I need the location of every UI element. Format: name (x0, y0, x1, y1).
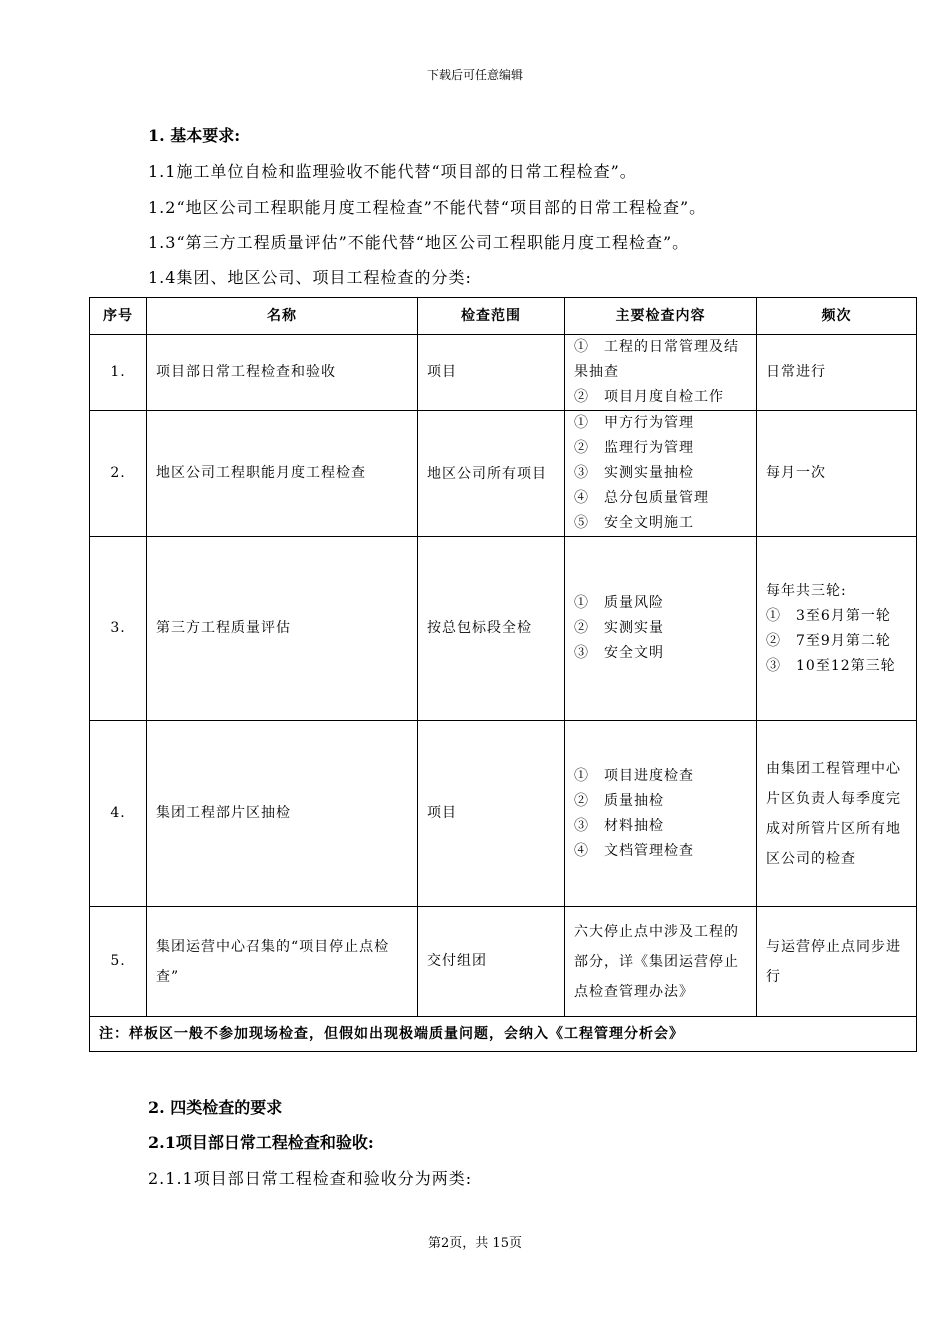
row-no: 4. (90, 721, 147, 907)
row-name: 项目部日常工程检查和验收 (147, 335, 418, 411)
page-footer: 第2页，共 15页 (428, 1236, 522, 1251)
table-note-row (90, 1017, 917, 1052)
row-name: 第三方工程质量评估 (147, 537, 418, 721)
content-item: ① 甲方行为管理 (574, 415, 694, 431)
row-content: 六大停止点中涉及工程的部分，详《集团运营停止点检查管理办法》 (565, 907, 757, 1017)
header-name: 名称 (147, 298, 418, 335)
paragraph-1-2: 1.2“地区公司工程职能月度工程检查”不能代替“项目部的日常工程检查”。 (148, 198, 707, 217)
content-item: ① 质量风险 (574, 595, 664, 611)
paragraph-1-3: 1.3“第三方工程质量评估”不能代替“地区公司工程职能月度工程检查”。 (148, 233, 690, 252)
content-item: ① 工程的日常管理及结果抽查 (574, 339, 739, 380)
content-item: ④ 文档管理检查 (574, 842, 694, 859)
content-item: ③ 安全文明 (574, 645, 664, 661)
row-frequency (757, 537, 917, 721)
frequency-item: 每年共三轮: (766, 582, 847, 599)
header-frequency: 频次 (757, 298, 917, 335)
page-header: 下载后可任意编辑 (426, 68, 523, 82)
row-no: 3. (90, 537, 147, 721)
section-2-1-heading: 2.1项目部日常工程检查和验收: (148, 1133, 374, 1152)
table-row (90, 537, 917, 721)
row-no: 2. (90, 411, 147, 537)
section-2-heading: 2. 四类检查的要求 (148, 1098, 283, 1117)
row-frequency: 每月一次 (757, 411, 917, 537)
table-header-row (90, 298, 917, 335)
paragraph-1-4: 1.4集团、地区公司、项目工程检查的分类: (148, 268, 472, 287)
row-no: 5. (90, 907, 147, 1017)
frequency-item: ① 3至6月第一轮 (766, 607, 891, 624)
header-content: 主要检查内容 (565, 298, 757, 335)
row-frequency: 由集团工程管理中心片区负责人每季度完成对所管片区所有地区公司的检查 (757, 721, 917, 907)
row-frequency: 日常进行 (757, 335, 917, 411)
paragraph-2-1-1: 2.1.1项目部日常工程检查和验收分为两类: (148, 1169, 473, 1188)
row-frequency: 与运营停止点同步进行 (757, 907, 917, 1017)
content-item: ② 监理行为管理 (574, 440, 694, 456)
table-row (90, 335, 917, 411)
table-row (90, 411, 917, 537)
inspection-table (89, 297, 917, 1052)
header-scope: 检查范围 (418, 298, 565, 335)
table-note: 注：样板区一般不参加现场检查，但假如出现极端质量问题，会纳入《工程管理分析会》 (90, 1017, 917, 1052)
row-scope: 项目 (418, 335, 565, 411)
row-scope: 地区公司所有项目 (418, 411, 565, 537)
frequency-item: ② 7至9月第二轮 (766, 632, 891, 649)
row-no: 1. (90, 335, 147, 411)
content-item: ② 质量抽检 (574, 792, 664, 809)
row-content (565, 537, 757, 721)
row-name: 地区公司工程职能月度工程检查 (147, 411, 418, 537)
frequency-item: ③ 10至12第三轮 (766, 657, 896, 674)
row-scope: 交付组团 (418, 907, 565, 1017)
content-item: ② 项目月度自检工作 (574, 389, 724, 405)
content-item: ① 项目进度检查 (574, 767, 694, 784)
section-1-heading: 1. 基本要求: (148, 126, 241, 145)
row-content (565, 335, 757, 411)
content-item: ② 实测实量 (574, 620, 664, 636)
row-content (565, 411, 757, 537)
header-no: 序号 (90, 298, 147, 335)
content-item: ③ 材料抽检 (574, 817, 664, 834)
row-name: 集团运营中心召集的“项目停止点检查” (147, 907, 418, 1017)
content-item: ④ 总分包质量管理 (574, 490, 709, 506)
row-name: 集团工程部片区抽检 (147, 721, 418, 907)
content-item: ③ 实测实量抽检 (574, 465, 694, 481)
content-item: ⑤ 安全文明施工 (574, 515, 694, 531)
table-row (90, 907, 917, 1017)
row-scope: 项目 (418, 721, 565, 907)
paragraph-1-1: 1.1施工单位自检和监理验收不能代替“项目部的日常工程检查”。 (148, 162, 637, 181)
table-row (90, 721, 917, 907)
row-scope: 按总包标段全检 (418, 537, 565, 721)
row-content (565, 721, 757, 907)
